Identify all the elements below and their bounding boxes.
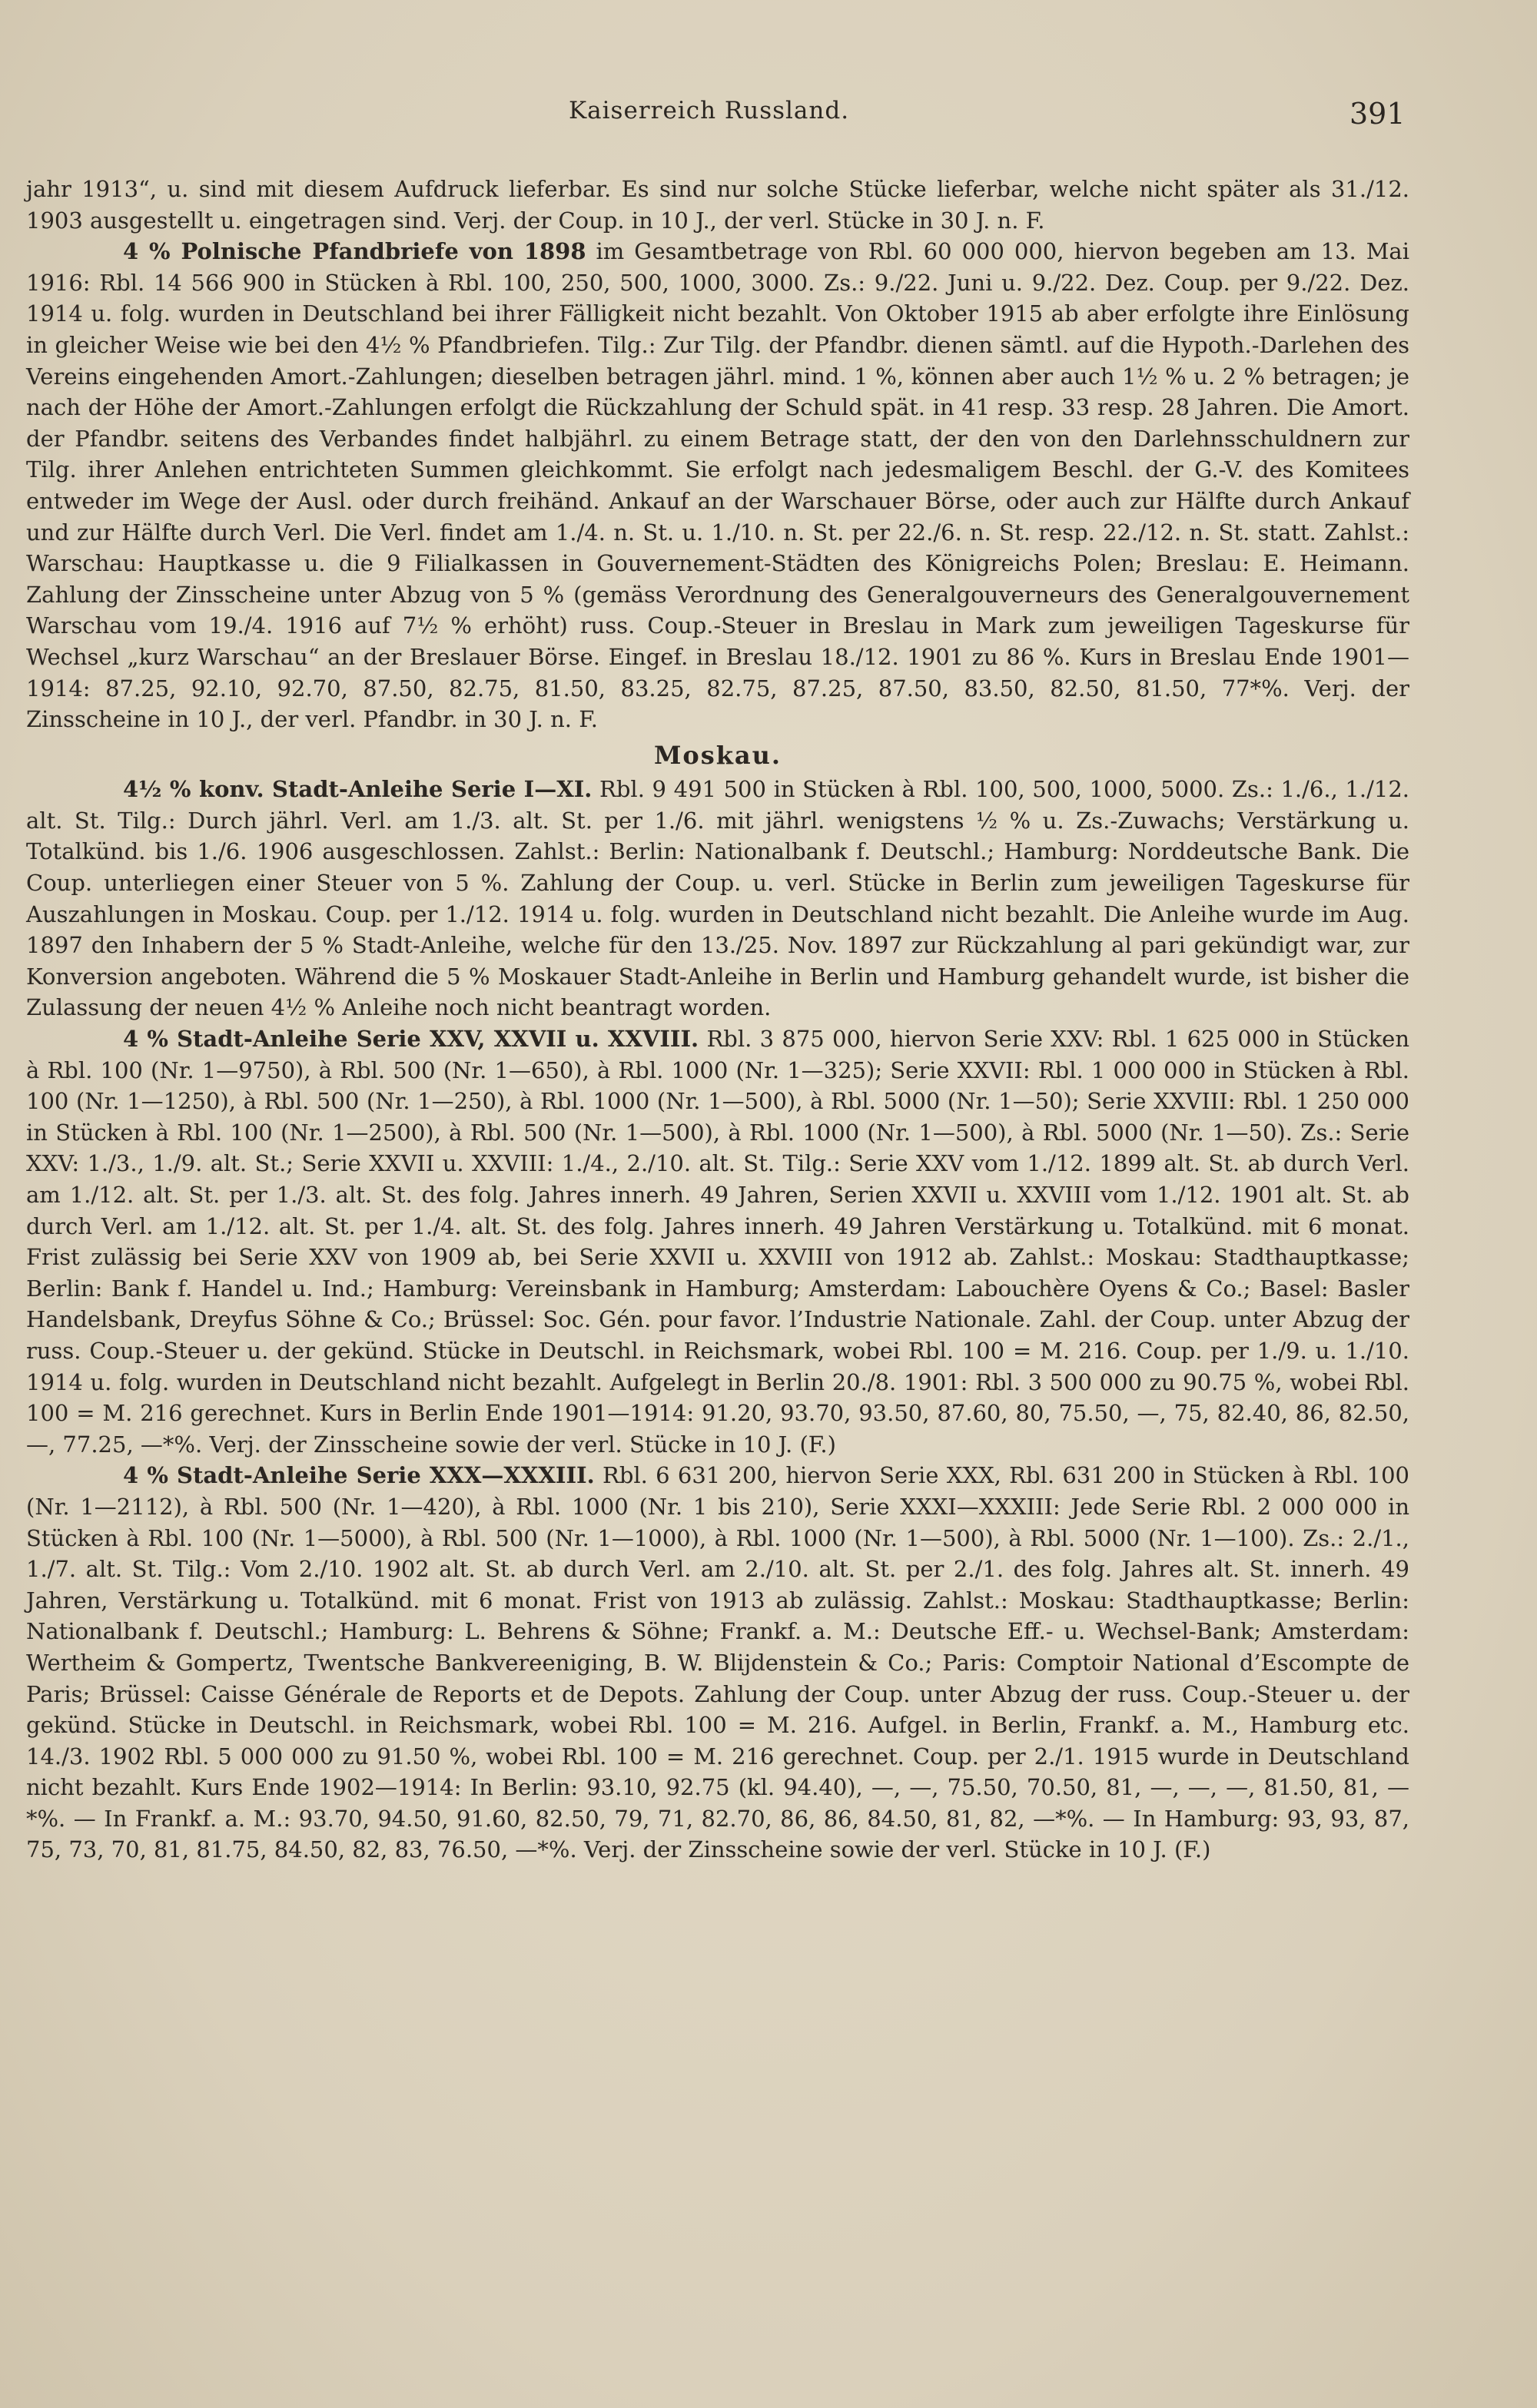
paragraph-text: Rbl. 6 631 200, hiervon Serie XXX, Rbl. 631 200 in Stücken à Rbl. 100 (Nr. 1—2112), à Rbl. 500 (Nr. 1—420), à Rbl. 1000 (Nr. 1 bis 210), Serie XXXI—XXXIII: Jede Serie Rbl. 2 000 000 in Stücken à Rbl. 100 (Nr. 1—5000), à Rbl. 500 (Nr. 1—1000), à Rbl. 1000 (Nr. 1—500), à Rbl. 5000 (Nr. 1—100). Zs.: 2./1., 1./7. alt. St. Tilg.: Vom 2./10. 1902 alt. St. ab durch Verl. am 2./10. alt. St. per 2./1. des folg. Jahres alt. St. innerh. 49 Jahren, Verstärkung u. Totalkünd. mit 6 monat. Frist von 1913 ab zulässig. Zahlst.: Moskau: Stadthauptkasse; Berlin: Nationalbank f. Deutschl.; Hamburg: L. Behrens & Söhne; Frankf. a. M.: Deutsche Eff.- u. Wechsel-Bank; Amsterdam: Wertheim & Gompertz, Twentsche Bankvereeniging, B. W. Blijdenstein & Co.; Paris: Comptoir National d’Escompte de Paris; Brüssel: Caisse Générale de Reports et de Depots. Zahlung der Coup. unter Abzug der russ. Coup.-Steuer u. der gekünd. Stücke in Deutschl. in Reichsmark, wobei Rbl. 100 = M. 216. Aufgel. in Berlin, Frankf. a. M., Hamburg etc. 14./3. 1902 Rbl. 5 000 000 zu 91.50 %, wobei Rbl. 100 = M. 216 gerechnet. Coup. per 2./1. 1915 wurde in Deutschland nicht bezahlt. Kurs Ende 1902—1914: In Berlin: 93.10, 92.75 (kl. 94.40), —, —, 75.50, 70.50, 81, —, —, —, 81.50, 81, —*%. — In Frankf. a. M.: 93.70, 94.50, 91.60, 82.50, 79, 71, 82.70, 86, 86, 84.50, 81, 82, —*%. — In Hamburg: 93, 93, 87, 75, 73, 70, 81, 81.75, 84.50, 82, 83, 76.50, —*%. Verj. der Zinsscheine sowie der verl. Stücke in 10 J. (F.)	[26, 1462, 1409, 1863]
page-body	[26, 174, 1409, 1866]
paragraph-text: Rbl. 3 875 000, hiervon Serie XXV: Rbl. 1 625 000 in Stücken à Rbl. 100 (Nr. 1—9750), à Rbl. 500 (Nr. 1—650), à Rbl. 1000 (Nr. 1—325); Serie XXVII: Rbl. 1 000 000 in Stücken à Rbl. 100 (Nr. 1—1250), à Rbl. 500 (Nr. 1—250), à Rbl. 1000 (Nr. 1—500), à Rbl. 5000 (Nr. 1—50); Serie XXVIII: Rbl. 1 250 000 in Stücken à Rbl. 100 (Nr. 1—2500), à Rbl. 500 (Nr. 1—500), à Rbl. 1000 (Nr. 1—500), à Rbl. 5000 (Nr. 1—50). Zs.: Serie XXV: 1./3., 1./9. alt. St.; Serie XXVII u. XXVIII: 1./4., 2./10. alt. St. Tilg.: Serie XXV vom 1./12. 1899 alt. St. ab durch Verl. am 1./12. alt. St. per 1./3. alt. St. des folg. Jahres innerh. 49 Jahren, Serien XXVII u. XXVIII vom 1./12. 1901 alt. St. ab durch Verl. am 1./12. alt. St. per 1./4. alt. St. des folg. Jahres innerh. 49 Jahren Verstärkung u. Totalkünd. mit 6 monat. Frist zulässig bei Serie XXV von 1909 ab, bei Serie XXVII u. XXVIII von 1912 ab. Zahlst.: Moskau: Stadthauptkasse; Berlin: Bank f. Handel u. Ind.; Hamburg: Vereinsbank in Hamburg; Amsterdam: Labouchère Oyens & Co.; Basel: Basler Handelsbank, Dreyfus Söhne & Co.; Brüssel: Soc. Gén. pour favor. l’Industrie Nationale. Zahl. der Coup. unter Abzug der russ. Coup.-Steuer u. der gekünd. Stücke in Deutschl. in Reichsmark, wobei Rbl. 100 = M. 216. Coup. per 1./9. u. 1./10. 1914 u. folg. wurden in Deutschland nicht bezahlt. Aufgelegt in Berlin 20./8. 1901: Rbl. 3 500 000 zu 90.75 %, wobei Rbl. 100 = M. 216 gerechnet. Kurs in Berlin Ende 1901—1914: 91.20, 93.70, 93.50, 87.60, 80, 75.50, —, 75, 82.40, 86, 82.50, —, 77.25, —*%. Verj. der Zinsscheine sowie der verl. Stücke in 10 J. (F.)	[26, 1026, 1409, 1458]
page-number: 391	[1349, 97, 1406, 131]
entry-heading: 4½ % konv. Stadt-Anleihe Serie I—XI.	[123, 776, 593, 803]
paragraph-stadt-anleihe-xxx	[26, 1460, 1409, 1866]
paragraph-konv-stadt-anleihe	[26, 774, 1409, 1023]
paragraph-stadt-anleihe-xxv	[26, 1023, 1409, 1460]
paragraph-text: im Gesamtbetrage von Rbl. 60 000 000, hiervon begeben am 13. Mai 1916: Rbl. 14 566 900 in Stücken à Rbl. 100, 250, 500, 1000, 3000. Zs.: 9./22. Juni u. 9./22. Dez. Coup. per 9./22. Dez. 1914 u. folg. wurden in Deutschland bei ihrer Fälligkeit nicht bezahlt. Von Oktober 1915 ab aber erfolgte ihre Einlösung in gleicher Weise wie bei den 4½ % Pfandbriefen. Tilg.: Zur Tilg. der Pfandbr. dienen sämtl. auf die Hypoth.-Darlehen des Vereins eingehenden Amort.-Zahlungen; dieselben betragen jährl. mind. 1 %, können aber auch 1½ % u. 2 % betragen; je nach der Höhe der Amort.-Zahlungen erfolgt die Rückzahlung der Schuld spät. in 41 resp. 33 resp. 28 Jahren. Die Amort. der Pfandbr. seitens des Verbandes findet halbjährl. zu einem Betrage statt, der den von den Darlehnsschuldnern zur Tilg. ihrer Anlehen entrichteten Summen gleichkommt. Sie erfolgt nach jedesmaligem Beschl. der G.-V. des Komitees entweder im Wege der Ausl. oder durch freihänd. Ankauf an der Warschauer Börse, oder auch zur Hälfte durch Ankauf und zur Hälfte durch Verl. Die Verl. findet am 1./4. n. St. u. 1./10. n. St. per 22./6. n. St. resp. 22./12. n. St. statt. Zahlst.: Warschau: Hauptkasse u. die 9 Filialkassen in Gouvernement-Städten des Königreichs Polen; Breslau: E. Heimann. Zahlung der Zinsscheine unter Abzug von 5 % (gemäss Verordnung des Generalgouverneurs des Generalgouvernement Warschau vom 19./4. 1916 auf 7½ % erhöht) russ. Coup.-Steuer in Breslau in Mark zum jeweiligen Tageskurse für Wechsel „kurz Warschau“ an der Breslauer Börse. Eingef. in Breslau 18./12. 1901 zu 86 %. Kurs in Breslau Ende 1901—1914: 87.25, 92.10, 92.70, 87.50, 82.75, 81.50, 83.25, 82.75, 87.25, 87.50, 83.50, 82.50, 81.50, 77*%. Verj. der Zinsscheine in 10 J., der verl. Pfandbr. in 30 J. n. F.	[26, 238, 1409, 733]
entry-heading: 4 % Polnische Pfandbriefe von 1898	[123, 238, 586, 265]
paragraph-polish-pfandbriefe	[26, 236, 1409, 735]
paragraph-text: Rbl. 9 491 500 in Stücken à Rbl. 100, 500, 1000, 5000. Zs.: 1./6., 1./12. alt. St. Tilg.: Durch jährl. Verl. am 1./3. alt. St. per 1./6. mit jährl. wenigstens ½ % u. Zs.-Zuwachs; Verstärkung u. Totalkünd. bis 1./6. 1906 ausgeschlossen. Zahlst.: Berlin: Nationalbank f. Deutschl.; Hamburg: Norddeutsche Bank. Die Coup. unterliegen einer Steuer von 5 %. Zahlung der Coup. u. verl. Stücke in Berlin zum jeweiligen Tageskurse für Auszahlungen in Moskau. Coup. per 1./12. 1914 u. folg. wurden in Deutschland nicht bezahlt. Die Anleihe wurde im Aug. 1897 den Inhabern der 5 % Stadt-Anleihe, welche für den 13./25. Nov. 1897 zur Rückzahlung al pari gekündigt war, zur Konversion angeboten. Während die 5 % Moskauer Stadt-Anleihe in Berlin und Hamburg gehandelt wurde, ist bisher die Zulassung der neuen 4½ % Anleihe noch nicht beantragt worden.	[26, 776, 1409, 1021]
running-title: Kaiserreich Russland.	[569, 97, 850, 124]
paragraph-text: jahr 1913“, u. sind mit diesem Aufdruck lieferbar. Es sind nur solche Stücke lieferbar, welche nicht später als 31./12. 1903 ausgestellt u. eingetragen sind. Verj. der Coup. in 10 J., der verl. Stücke in 30 J. n. F.	[26, 176, 1409, 234]
entry-heading: 4 % Stadt-Anleihe Serie XXV, XXVII u. XXVIII.	[123, 1026, 699, 1053]
entry-heading: 4 % Stadt-Anleihe Serie XXX—XXXIII.	[123, 1462, 595, 1489]
running-head	[0, 92, 1537, 138]
section-heading-moskau: Moskau.	[653, 740, 782, 770]
paragraph-continuation	[26, 174, 1409, 236]
